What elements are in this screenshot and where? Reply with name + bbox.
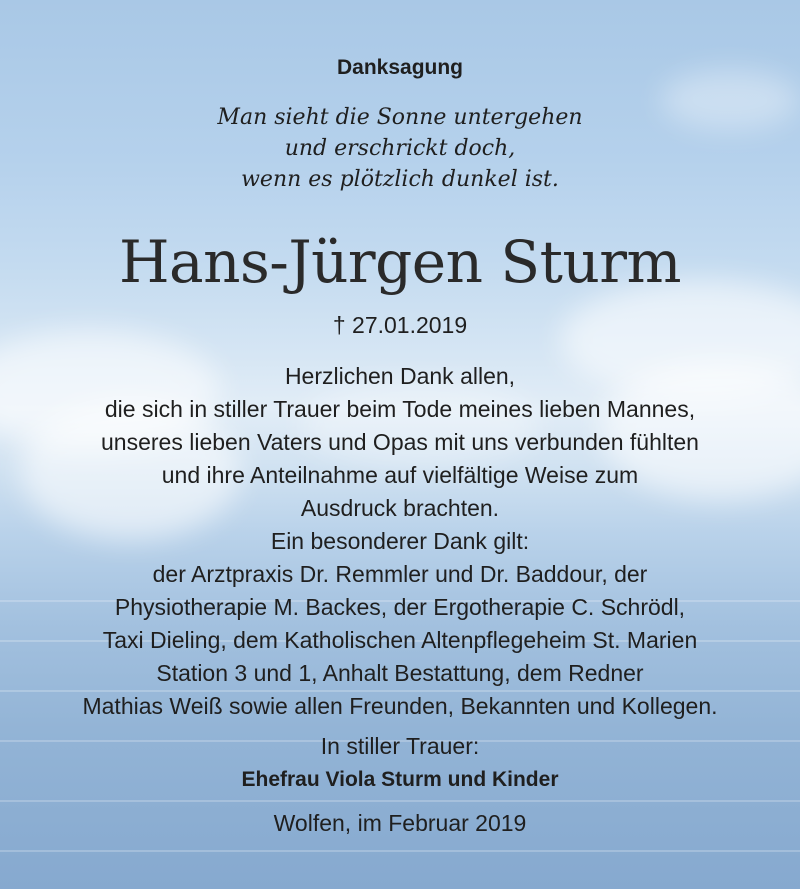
thanks-line: Ausdruck brachten. [300,495,500,521]
quote-line: Man sieht die Sonne untergehen [217,105,583,130]
deceased-name: Hans-Jürgen Sturm [118,228,682,296]
memorial-quote [0,102,800,195]
thanks-line: Mathias Weiß sowie allen Freunden, Bekannten und Kollegen. [82,693,718,719]
thanks-text [0,360,800,723]
thanks-line: Physiotherapie M. Backes, der Ergotherapie C. Schrödl, [114,594,686,620]
death-date: † 27.01.2019 [332,312,468,338]
thanks-line: Station 3 und 1, Anhalt Bestattung, dem Redner [156,660,644,686]
thanks-line: Ein besonderer Dank gilt: [270,528,530,554]
thanks-line: die sich in stiller Trauer beim Tode meines lieben Mannes, [104,396,696,422]
mourning-signature [0,729,800,797]
quote-line: und erschrickt doch, [284,136,516,161]
thanks-line: Taxi Dieling, dem Katholischen Altenpflegeheim St. Marien [102,627,698,653]
thanks-line: Herzlichen Dank allen, [284,363,516,389]
thanks-line: und ihre Anteilnahme auf vielfältige Weise zum [161,462,639,488]
thanks-line: unseres lieben Vaters und Opas mit uns verbunden fühlten [101,429,699,455]
mourning-intro: In stiller Trauer: [320,733,480,759]
mourning-signers: Ehefrau Viola Sturm und Kinder [241,768,559,791]
heading-danksagung: Danksagung [336,56,464,79]
thanks-line: der Arztpraxis Dr. Remmler und Dr. Baddour, der [152,561,648,587]
place-and-date: Wolfen, im Februar 2019 [273,810,527,836]
quote-line: wenn es plötzlich dunkel ist. [241,167,559,192]
